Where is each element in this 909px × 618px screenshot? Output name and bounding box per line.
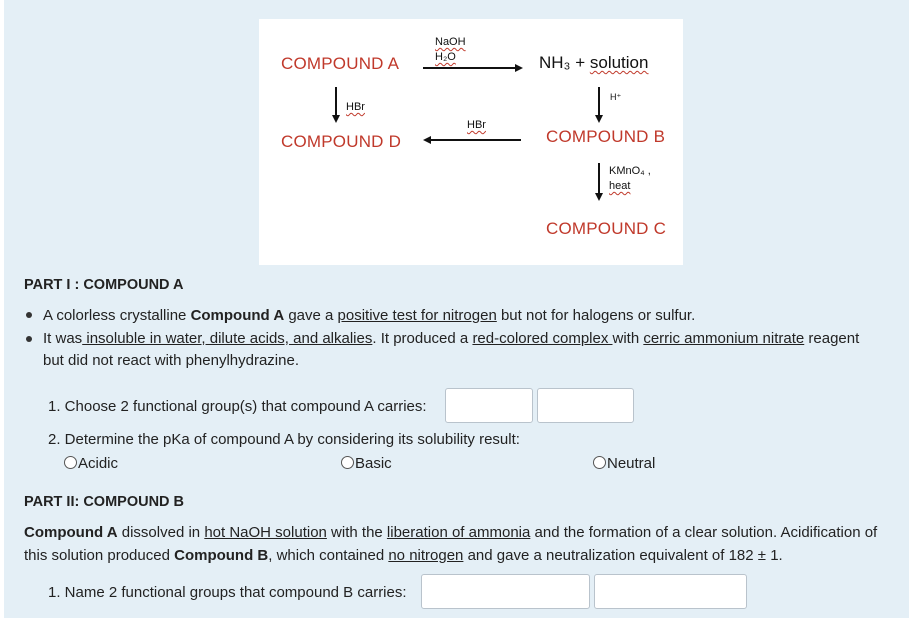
bullet-dot [26,336,32,342]
arrow-a-to-d [331,87,341,123]
arrow-nh3-to-b [594,87,604,123]
arrow-a-to-nh3 [423,63,523,73]
part1-question-2: 2. Determine the pKa of compound A by considering its solubility result: [48,431,520,448]
radio-circle[interactable] [341,456,354,469]
radio-neutral[interactable]: Neutral [593,455,655,472]
compound-b-group-input-2[interactable] [594,574,747,609]
arrow-b-to-c [594,163,604,201]
reagent-naoh: NaOH [435,36,466,48]
reagent-hbr-down: HBr [346,101,365,113]
radio-circle[interactable] [593,456,606,469]
radio-circle[interactable] [64,456,77,469]
compound-d-label: COMPOUND D [281,132,402,151]
reagent-hbr-left: HBr [467,119,486,131]
radio-acidic[interactable]: Acidic [64,455,118,472]
part1-bullet-1: A colorless crystalline Compound A gave a positive test for nitrogen but not for halogens or sulfur. [43,307,696,324]
reagent-kmno4: KMnO₄ , [609,165,651,177]
compound-a-label: COMPOUND A [281,54,400,73]
nh3-solution-label: NH₃ + solution [539,53,649,72]
compound-b-label: COMPOUND B [546,127,666,146]
part1-bullet-2-cont: but did not react with phenylhydrazine. [43,352,299,369]
part1-question-1: 1. Choose 2 functional group(s) that compound A carries: [48,398,427,415]
reagent-h-plus: H⁺ [610,92,622,102]
part2-heading: PART II: COMPOUND B [24,494,185,510]
compound-a-group-input-2[interactable] [537,388,634,423]
compound-c-label: COMPOUND C [546,219,667,238]
radio-basic[interactable]: Basic [341,455,392,472]
question-panel [4,0,909,618]
part1-bullet-2: It was insoluble in water, dilute acids, and alkalies. It produced a red-colored complex with cerric ammonium nitrate reagent [43,330,860,347]
part1-heading: PART I : COMPOUND A [24,277,184,293]
part2-question-1: 1. Name 2 functional groups that compound B carries: [48,584,407,601]
compound-b-group-input-1[interactable] [421,574,590,609]
reagent-h2o: H₂O [435,51,456,63]
part2-line-2: this solution produced Compound B, which contained no nitrogen and gave a neutralization equivalent of 182 ± 1. [24,547,783,564]
reagent-heat: heat [609,180,631,192]
part2-line-1: Compound A dissolved in hot NaOH solution with the liberation of ammonia and the formation of a clear solution. Acidification of [24,524,878,541]
reaction-scheme [259,19,683,265]
compound-a-group-input-1[interactable] [445,388,533,423]
arrow-b-to-d [423,135,523,145]
bullet-dot [26,312,32,318]
